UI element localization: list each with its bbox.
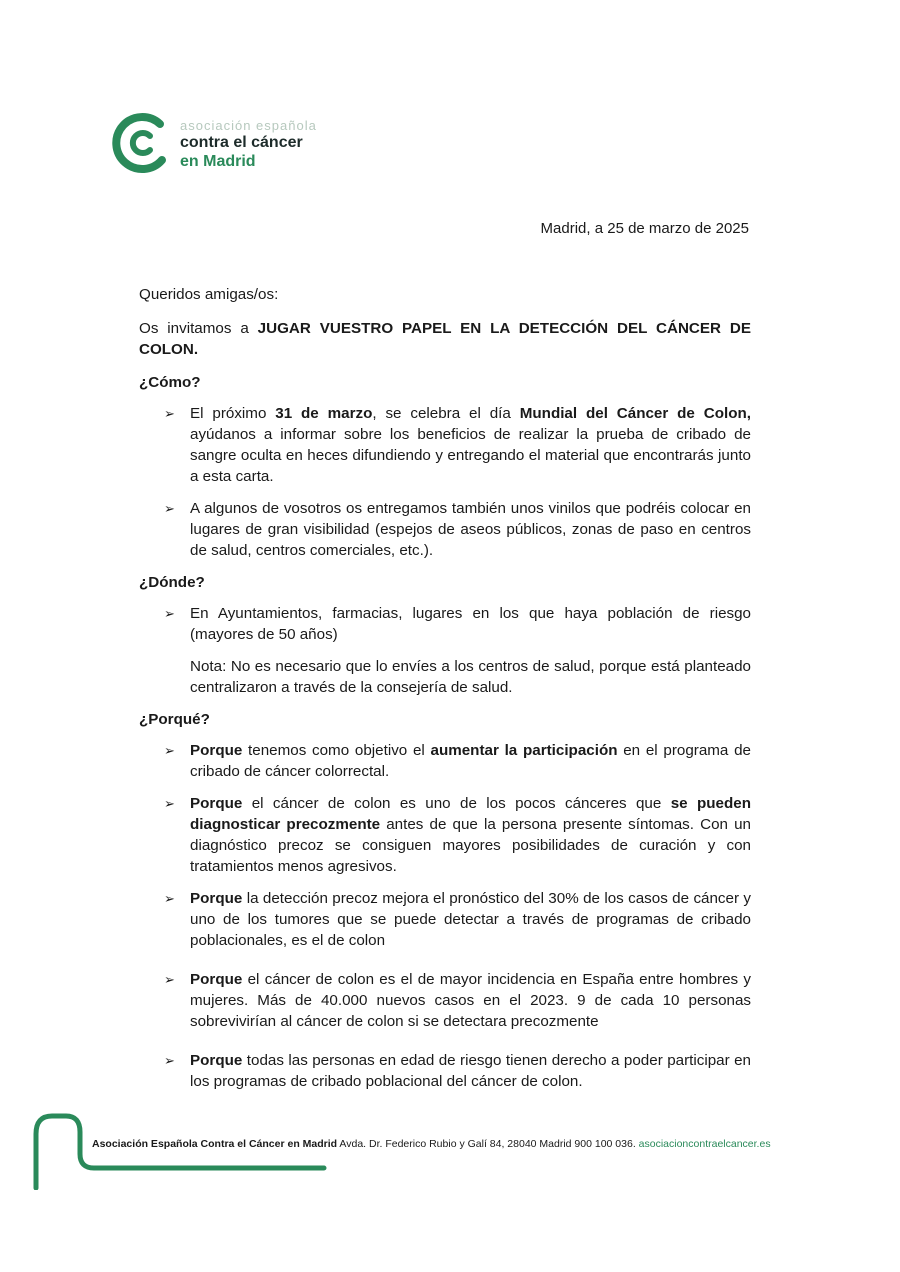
section-porque-heading: ¿Porqué? <box>139 711 210 728</box>
logo-line-1: asociación española <box>180 118 317 133</box>
list-item: ➢ En Ayuntamientos, farmacias, lugares en los que haya población de riesgo (mayores de 50 años) <box>164 605 751 643</box>
footer-website-link[interactable]: asociacioncontraelcancer.es <box>638 1138 771 1150</box>
donde-note: Nota: No es necesario que lo envíes a los centros de salud, porque está planteado centralizaron a través de la consejería de salud. <box>190 658 751 696</box>
bullet-arrow-icon: ➢ <box>164 891 175 906</box>
donde-list <box>139 603 751 645</box>
footer-address: Asociación Española Contra el Cáncer en Madrid Avda. Dr. Federico Rubio y Galí 84, 28040 Madrid 900 100 036. asociacioncontraelcancer.es <box>92 1138 771 1150</box>
letter-body <box>139 284 751 1103</box>
footer <box>0 1110 900 1200</box>
bullet-arrow-icon: ➢ <box>164 406 175 421</box>
bullet-arrow-icon: ➢ <box>164 743 175 758</box>
list-item: ➢ Porque tenemos como objetivo el aumentar la participación en el programa de cribado de cáncer colorrectal. <box>164 742 751 780</box>
logo-line-2: contra el cáncer <box>180 134 303 151</box>
list-item: ➢ Porque el cáncer de colon es uno de los pocos cánceres que se pueden diagnosticar precozmente antes de que la persona presente síntomas. Con un diagnóstico precoz se consiguen mayores posibilidades de curación y con tratamientos menos agresivos. <box>164 795 751 875</box>
logo <box>112 110 352 174</box>
footer-org: Asociación Española Contra el Cáncer en Madrid <box>92 1138 338 1150</box>
bullet-arrow-icon: ➢ <box>164 972 175 987</box>
footer-swoosh-icon <box>30 1110 330 1190</box>
bullet-arrow-icon: ➢ <box>164 1053 175 1068</box>
intro-paragraph: Os invitamos a JUGAR VUESTRO PAPEL EN LA DETECCIÓN DEL CÁNCER DE COLON. <box>139 320 751 358</box>
bullet-arrow-icon: ➢ <box>164 501 175 516</box>
porque-list <box>139 740 751 1092</box>
bullet-arrow-icon: ➢ <box>164 796 175 811</box>
greeting: Queridos amigas/os: <box>139 286 279 303</box>
logo-mark-icon <box>112 110 172 174</box>
como-list <box>139 403 751 561</box>
section-donde-heading: ¿Dónde? <box>139 574 205 591</box>
list-item: ➢ El próximo 31 de marzo, se celebra el día Mundial del Cáncer de Colon, ayúdanos a informar sobre los beneficios de realizar la prueba de cribado de sangre oculta en heces difundiendo y entregando el material que encontrarás junto a esta carta. <box>164 405 751 485</box>
section-como-heading: ¿Cómo? <box>139 374 201 391</box>
list-item: ➢ Porque el cáncer de colon es el de mayor incidencia en España entre hombres y mujeres. Más de 40.000 nuevos casos en el 2023. 9 de cada 10 personas sobrevivirían al cáncer de colon si se detectara precozmente <box>164 971 751 1030</box>
list-item: ➢ Porque la detección precoz mejora el pronóstico del 30% de los casos de cáncer y uno de los tumores que se puede detectar a través de programas de cribado poblacionales, es el de colon <box>164 890 751 949</box>
letter-date: Madrid, a 25 de marzo de 2025 <box>540 220 749 237</box>
list-item: ➢ A algunos de vosotros os entregamos también unos vinilos que podréis colocar en lugares de gran visibilidad (espejos de aseos públicos, zonas de paso en centros de salud, centros comerciales, etc.). <box>164 500 751 559</box>
list-item: ➢ Porque todas las personas en edad de riesgo tienen derecho a poder participar en los programas de cribado poblacional del cáncer de colon. <box>164 1052 751 1090</box>
bullet-arrow-icon: ➢ <box>164 606 175 621</box>
logo-line-3: en Madrid <box>180 153 256 170</box>
